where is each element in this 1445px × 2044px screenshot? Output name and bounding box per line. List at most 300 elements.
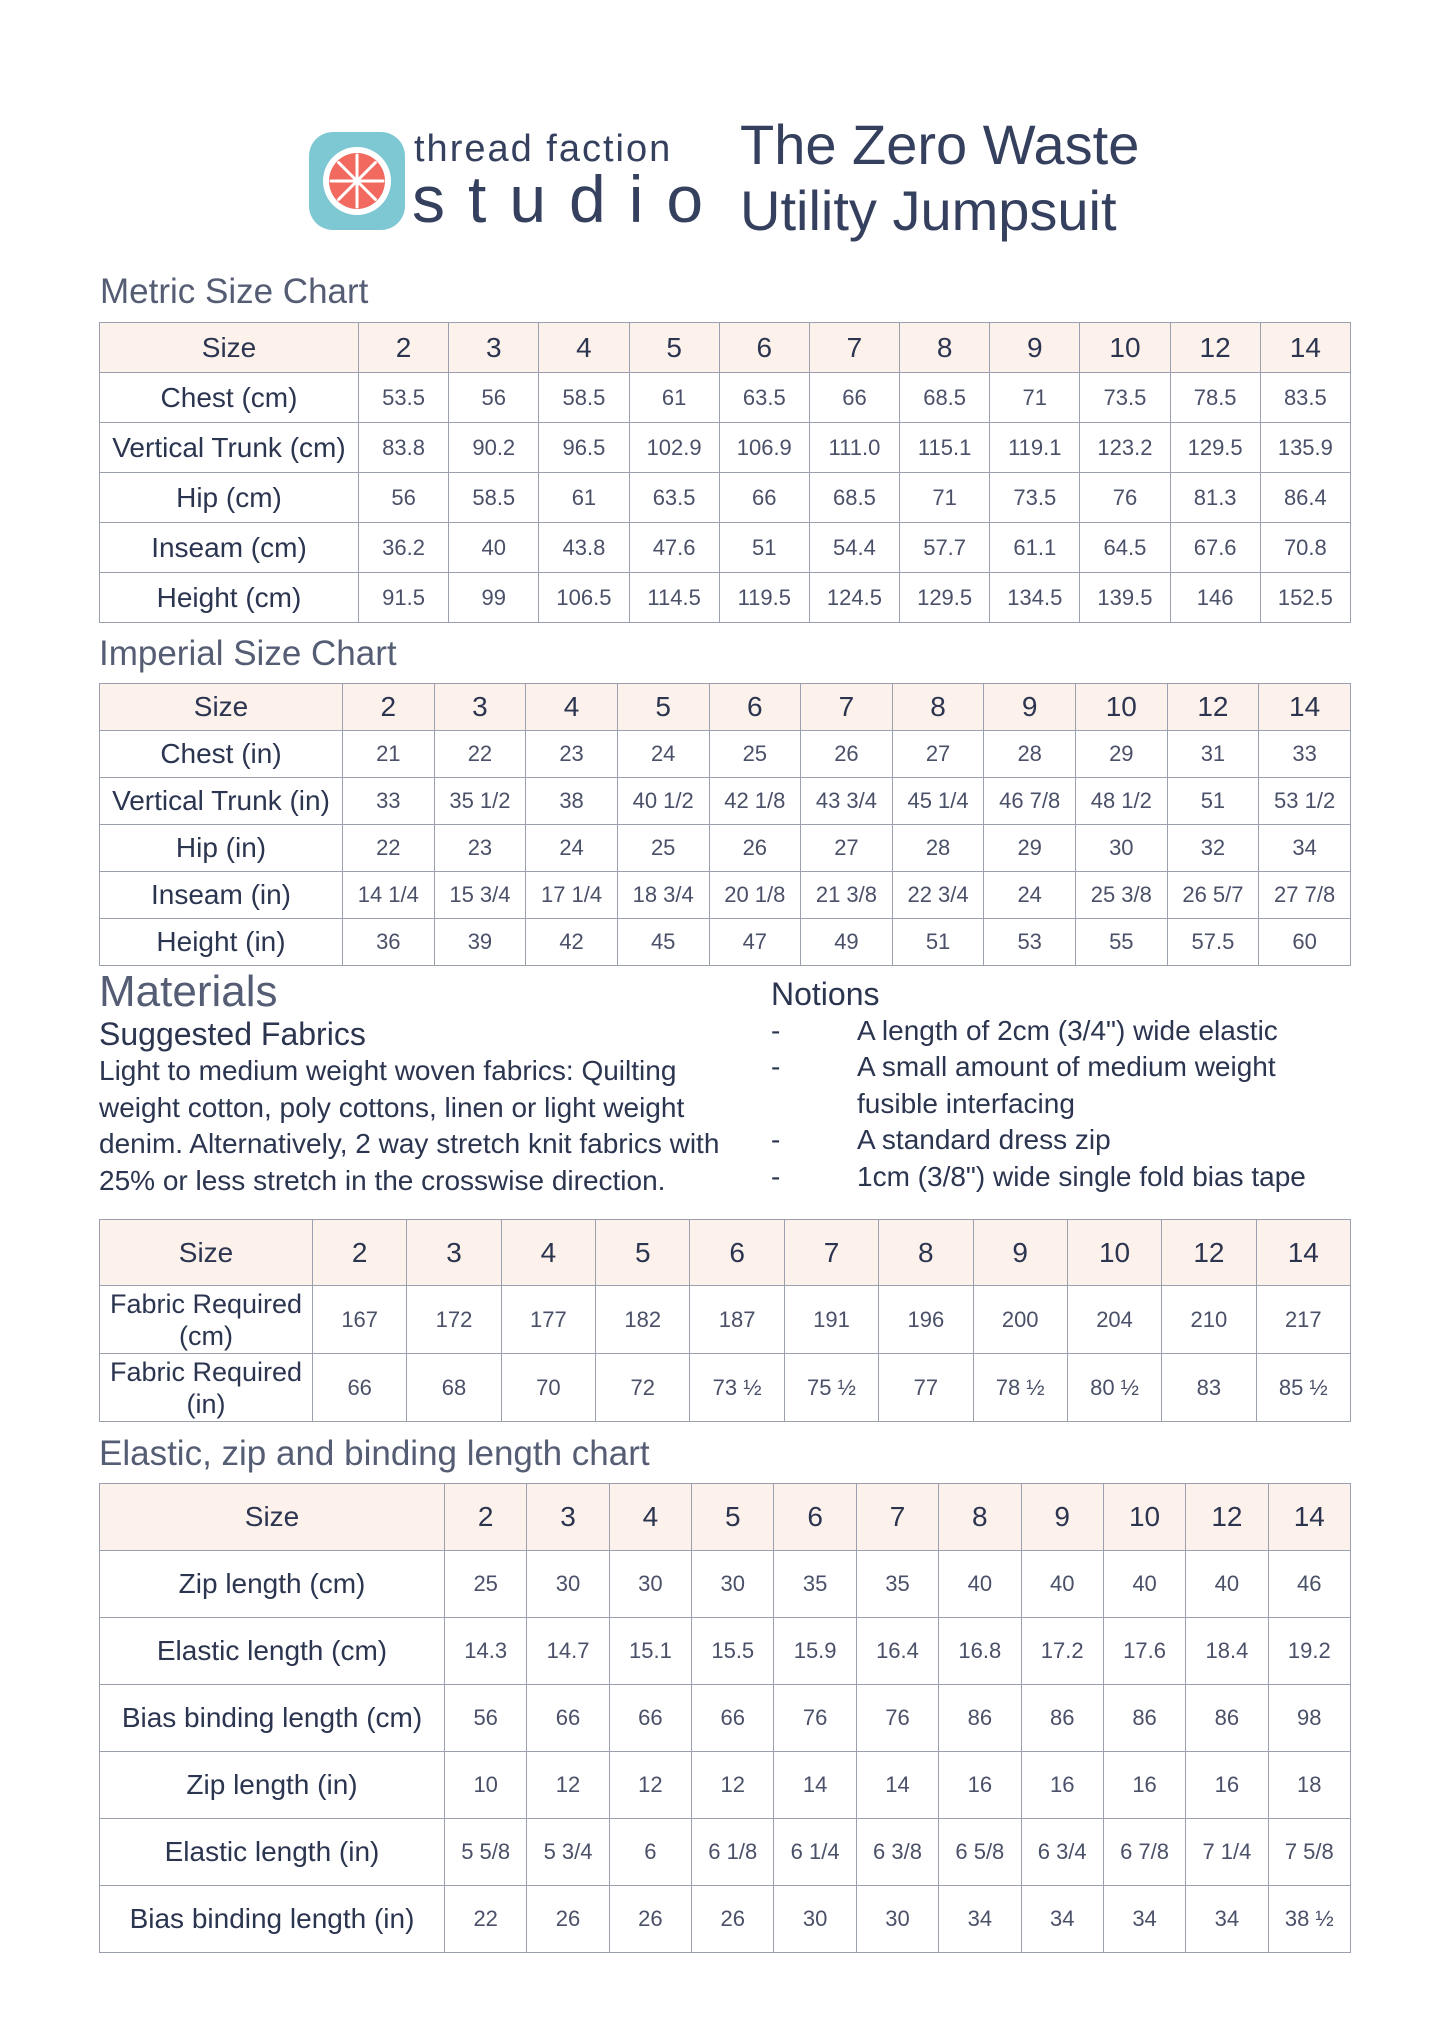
row-label: Vertical Trunk (in): [100, 778, 343, 825]
metric-chart-title: Metric Size Chart: [100, 272, 369, 311]
table-cell: 129.5: [900, 573, 990, 623]
size-column-header: 9: [990, 323, 1080, 373]
table-cell: 14.7: [527, 1618, 609, 1685]
size-column-header: 7: [801, 684, 893, 731]
notion-bullet: -: [771, 1161, 781, 1192]
table-cell: 68.5: [809, 473, 899, 523]
table-cell: 63.5: [719, 373, 809, 423]
metric-size-table: [99, 322, 1351, 623]
size-column-header: 5: [629, 323, 719, 373]
table-cell: 34: [1259, 825, 1351, 872]
row-label: Elastic length (in): [100, 1819, 445, 1886]
table-cell: 86: [1021, 1685, 1103, 1752]
table-cell: 53 1/2: [1259, 778, 1351, 825]
table-cell: 6 1/8: [692, 1819, 774, 1886]
table-row: [100, 778, 1351, 825]
table-cell: 40: [1186, 1551, 1268, 1618]
table-cell: 33: [1259, 731, 1351, 778]
table-cell: 210: [1162, 1286, 1256, 1354]
table-cell: 61: [629, 373, 719, 423]
size-column-header: 9: [973, 1220, 1067, 1286]
table-cell: 17.2: [1021, 1618, 1103, 1685]
table-cell: 22: [434, 731, 526, 778]
table-cell: 70: [501, 1354, 595, 1422]
table-cell: 119.1: [990, 423, 1080, 473]
size-column-header: 3: [527, 1484, 609, 1551]
table-cell: 27: [892, 731, 984, 778]
table-cell: 28: [984, 731, 1076, 778]
table-cell: 6 5/8: [939, 1819, 1021, 1886]
table-cell: 57.5: [1167, 919, 1259, 966]
table-cell: 111.0: [809, 423, 899, 473]
table-cell: 34: [939, 1886, 1021, 1953]
table-cell: 114.5: [629, 573, 719, 623]
size-column-header: 8: [939, 1484, 1021, 1551]
table-cell: 66: [692, 1685, 774, 1752]
table-cell: 6 1/4: [774, 1819, 856, 1886]
table-row: [100, 872, 1351, 919]
table-cell: 6 3/4: [1021, 1819, 1103, 1886]
table-cell: 42: [526, 919, 618, 966]
table-row: [100, 1618, 1351, 1685]
table-cell: 115.1: [900, 423, 990, 473]
table-cell: 5 3/4: [527, 1819, 609, 1886]
table-cell: 16.4: [856, 1618, 938, 1685]
elastic-zip-binding-table: [99, 1483, 1351, 1953]
size-column-header: 5: [692, 1484, 774, 1551]
size-column-header: 7: [809, 323, 899, 373]
table-cell: 39: [434, 919, 526, 966]
fabric-requirement-table: [99, 1219, 1351, 1422]
table-cell: 152.5: [1260, 573, 1350, 623]
table-cell: 21: [343, 731, 435, 778]
table-cell: 76: [1080, 473, 1170, 523]
size-header-cell: Size: [100, 323, 359, 373]
table-cell: 73 ½: [690, 1354, 784, 1422]
table-cell: 16.8: [939, 1618, 1021, 1685]
row-label: Fabric Required (cm): [100, 1286, 313, 1354]
table-cell: 68: [407, 1354, 501, 1422]
table-cell: 46 7/8: [984, 778, 1076, 825]
table-cell: 129.5: [1170, 423, 1260, 473]
row-label: Fabric Required (in): [100, 1354, 313, 1422]
elastic-chart-title: Elastic, zip and binding length chart: [99, 1434, 650, 1473]
table-cell: 22 3/4: [892, 872, 984, 919]
table-row: [100, 1752, 1351, 1819]
notion-item: [771, 1049, 1351, 1122]
table-cell: 54.4: [809, 523, 899, 573]
table-cell: 85 ½: [1256, 1354, 1350, 1422]
table-cell: 25 3/8: [1076, 872, 1168, 919]
table-cell: 22: [445, 1886, 527, 1953]
table-cell: 77: [879, 1354, 973, 1422]
table-cell: 53: [984, 919, 1076, 966]
table-cell: 16: [1186, 1752, 1268, 1819]
table-cell: 86: [1103, 1685, 1185, 1752]
table-cell: 23: [526, 731, 618, 778]
table-cell: 106.5: [539, 573, 629, 623]
row-label: Elastic length (cm): [100, 1618, 445, 1685]
table-cell: 66: [527, 1685, 609, 1752]
table-cell: 177: [501, 1286, 595, 1354]
table-cell: 26 5/7: [1167, 872, 1259, 919]
table-cell: 25: [617, 825, 709, 872]
table-cell: 6 3/8: [856, 1819, 938, 1886]
size-column-header: 10: [1067, 1220, 1161, 1286]
table-row: [100, 1286, 1351, 1354]
row-label: Height (in): [100, 919, 343, 966]
size-column-header: 10: [1076, 684, 1168, 731]
table-cell: 18: [1268, 1752, 1350, 1819]
table-cell: 35 1/2: [434, 778, 526, 825]
table-row: [100, 1819, 1351, 1886]
size-column-header: 4: [501, 1220, 595, 1286]
size-column-header: 7: [856, 1484, 938, 1551]
table-cell: 24: [984, 872, 1076, 919]
table-row: [100, 573, 1351, 623]
table-cell: 58.5: [449, 473, 539, 523]
table-cell: 102.9: [629, 423, 719, 473]
table-cell: 124.5: [809, 573, 899, 623]
table-cell: 40: [939, 1551, 1021, 1618]
table-cell: 217: [1256, 1286, 1350, 1354]
table-cell: 5 5/8: [445, 1819, 527, 1886]
size-column-header: 12: [1186, 1484, 1268, 1551]
size-column-header: 6: [774, 1484, 856, 1551]
size-column-header: 7: [784, 1220, 878, 1286]
table-cell: 16: [1021, 1752, 1103, 1819]
table-cell: 22: [343, 825, 435, 872]
table-cell: 30: [692, 1551, 774, 1618]
table-cell: 30: [774, 1886, 856, 1953]
table-cell: 42 1/8: [709, 778, 801, 825]
table-cell: 12: [692, 1752, 774, 1819]
size-column-header: 9: [1021, 1484, 1103, 1551]
materials-heading: Materials: [99, 967, 278, 1016]
table-cell: 16: [1103, 1752, 1185, 1819]
table-cell: 106.9: [719, 423, 809, 473]
row-label: Height (cm): [100, 573, 359, 623]
table-cell: 31: [1167, 731, 1259, 778]
table-cell: 49: [801, 919, 893, 966]
size-column-header: 8: [900, 323, 990, 373]
table-cell: 83.8: [359, 423, 449, 473]
size-column-header: 14: [1259, 684, 1351, 731]
table-cell: 73.5: [1080, 373, 1170, 423]
table-cell: 15.5: [692, 1618, 774, 1685]
notion-bullet: -: [771, 1124, 781, 1155]
table-cell: 36: [343, 919, 435, 966]
table-cell: 45: [617, 919, 709, 966]
table-cell: 46: [1268, 1551, 1350, 1618]
table-cell: 15.1: [609, 1618, 691, 1685]
size-column-header: 4: [609, 1484, 691, 1551]
table-cell: 7 5/8: [1268, 1819, 1350, 1886]
size-column-header: 12: [1170, 323, 1260, 373]
table-cell: 86.4: [1260, 473, 1350, 523]
table-cell: 10: [445, 1752, 527, 1819]
table-row: [100, 373, 1351, 423]
table-cell: 63.5: [629, 473, 719, 523]
size-column-header: 10: [1103, 1484, 1185, 1551]
table-cell: 40: [1021, 1551, 1103, 1618]
size-column-header: 2: [445, 1484, 527, 1551]
table-cell: 119.5: [719, 573, 809, 623]
size-column-header: 2: [313, 1220, 407, 1286]
table-cell: 6 7/8: [1103, 1819, 1185, 1886]
row-label: Bias binding length (in): [100, 1886, 445, 1953]
size-column-header: 4: [539, 323, 629, 373]
table-cell: 78 ½: [973, 1354, 1067, 1422]
table-cell: 68.5: [900, 373, 990, 423]
table-cell: 32: [1167, 825, 1259, 872]
table-cell: 35: [774, 1551, 856, 1618]
table-cell: 40 1/2: [617, 778, 709, 825]
table-cell: 26: [609, 1886, 691, 1953]
table-cell: 29: [984, 825, 1076, 872]
table-cell: 16: [939, 1752, 1021, 1819]
size-header-cell: Size: [100, 1484, 445, 1551]
table-cell: 18 3/4: [617, 872, 709, 919]
size-column-header: 3: [434, 684, 526, 731]
table-cell: 30: [609, 1551, 691, 1618]
table-cell: 70.8: [1260, 523, 1350, 573]
table-cell: 51: [892, 919, 984, 966]
table-cell: 196: [879, 1286, 973, 1354]
size-column-header: 8: [879, 1220, 973, 1286]
table-cell: 23: [434, 825, 526, 872]
table-cell: 24: [526, 825, 618, 872]
table-cell: 38 ½: [1268, 1886, 1350, 1953]
table-cell: 14: [856, 1752, 938, 1819]
table-cell: 30: [856, 1886, 938, 1953]
table-cell: 19.2: [1268, 1618, 1350, 1685]
table-cell: 96.5: [539, 423, 629, 473]
pattern-title: [740, 112, 1139, 244]
table-cell: 83.5: [1260, 373, 1350, 423]
table-cell: 61: [539, 473, 629, 523]
table-cell: 123.2: [1080, 423, 1170, 473]
table-cell: 58.5: [539, 373, 629, 423]
table-cell: 73.5: [990, 473, 1080, 523]
table-row: [100, 919, 1351, 966]
table-cell: 14: [774, 1752, 856, 1819]
table-cell: 86: [939, 1685, 1021, 1752]
table-cell: 64.5: [1080, 523, 1170, 573]
table-cell: 134.5: [990, 573, 1080, 623]
table-cell: 25: [445, 1551, 527, 1618]
table-cell: 56: [449, 373, 539, 423]
size-column-header: 12: [1162, 1220, 1256, 1286]
table-row: [100, 825, 1351, 872]
table-cell: 38: [526, 778, 618, 825]
table-cell: 76: [774, 1685, 856, 1752]
table-cell: 66: [809, 373, 899, 423]
pattern-title-line2: Utility Jumpsuit: [740, 179, 1117, 242]
size-column-header: 12: [1167, 684, 1259, 731]
table-cell: 182: [596, 1286, 690, 1354]
table-cell: 66: [313, 1354, 407, 1422]
table-cell: 86: [1186, 1685, 1268, 1752]
table-cell: 60: [1259, 919, 1351, 966]
table-cell: 40: [449, 523, 539, 573]
table-cell: 27: [801, 825, 893, 872]
table-cell: 51: [719, 523, 809, 573]
table-cell: 76: [856, 1685, 938, 1752]
table-row: [100, 1886, 1351, 1953]
suggested-fabrics-heading: Suggested Fabrics: [99, 1016, 366, 1052]
table-row: [100, 1354, 1351, 1422]
table-cell: 48 1/2: [1076, 778, 1168, 825]
table-cell: 15 3/4: [434, 872, 526, 919]
table-cell: 71: [900, 473, 990, 523]
table-cell: 172: [407, 1286, 501, 1354]
table-cell: 34: [1186, 1886, 1268, 1953]
imperial-chart-title: Imperial Size Chart: [99, 634, 397, 673]
size-column-header: 3: [449, 323, 539, 373]
table-cell: 6: [609, 1819, 691, 1886]
table-cell: 12: [609, 1752, 691, 1819]
table-cell: 43.8: [539, 523, 629, 573]
table-cell: 43 3/4: [801, 778, 893, 825]
table-cell: 17.6: [1103, 1618, 1185, 1685]
header-row: [100, 1484, 1351, 1551]
logo-wordmark-bottom: studio: [412, 162, 727, 236]
table-cell: 12: [527, 1752, 609, 1819]
table-cell: 204: [1067, 1286, 1161, 1354]
size-column-header: 6: [709, 684, 801, 731]
size-header-cell: Size: [100, 1220, 313, 1286]
table-row: [100, 731, 1351, 778]
table-cell: 72: [596, 1354, 690, 1422]
notion-item: [771, 1122, 1351, 1159]
table-row: [100, 1551, 1351, 1618]
notion-bullet: -: [771, 1015, 781, 1046]
size-column-header: 4: [526, 684, 618, 731]
grapefruit-slice-icon: [309, 132, 405, 230]
table-cell: 146: [1170, 573, 1260, 623]
table-cell: 26: [527, 1886, 609, 1953]
table-cell: 15.9: [774, 1618, 856, 1685]
size-header-cell: Size: [100, 684, 343, 731]
table-cell: 34: [1103, 1886, 1185, 1953]
notion-item: [771, 1159, 1351, 1196]
table-cell: 20 1/8: [709, 872, 801, 919]
size-column-header: 14: [1256, 1220, 1350, 1286]
pattern-title-line1: The Zero Waste: [740, 113, 1140, 176]
size-column-header: 2: [359, 323, 449, 373]
table-cell: 25: [709, 731, 801, 778]
table-cell: 91.5: [359, 573, 449, 623]
size-column-header: 14: [1268, 1484, 1350, 1551]
notions-heading: Notions: [771, 976, 880, 1012]
notion-text: A length of 2cm (3/4") wide elastic: [857, 1015, 1278, 1046]
table-cell: 56: [359, 473, 449, 523]
table-cell: 80 ½: [1067, 1354, 1161, 1422]
table-cell: 47: [709, 919, 801, 966]
row-label: Vertical Trunk (cm): [100, 423, 359, 473]
table-cell: 61.1: [990, 523, 1080, 573]
table-cell: 53.5: [359, 373, 449, 423]
table-cell: 66: [609, 1685, 691, 1752]
row-label: Hip (cm): [100, 473, 359, 523]
row-label: Bias binding length (cm): [100, 1685, 445, 1752]
row-label: Inseam (in): [100, 872, 343, 919]
size-column-header: 6: [690, 1220, 784, 1286]
table-cell: 191: [784, 1286, 878, 1354]
table-cell: 78.5: [1170, 373, 1260, 423]
table-cell: 14 1/4: [343, 872, 435, 919]
table-cell: 200: [973, 1286, 1067, 1354]
notion-text: 1cm (3/8") wide single fold bias tape: [857, 1161, 1306, 1192]
table-row: [100, 523, 1351, 573]
notion-text: A standard dress zip: [857, 1124, 1111, 1155]
table-cell: 26: [709, 825, 801, 872]
table-cell: 34: [1021, 1886, 1103, 1953]
table-cell: 66: [719, 473, 809, 523]
table-cell: 26: [692, 1886, 774, 1953]
size-column-header: 14: [1260, 323, 1350, 373]
header-row: [100, 323, 1351, 373]
notion-text: A small amount of medium weight fusible interfacing: [857, 1051, 1276, 1119]
row-label: Inseam (cm): [100, 523, 359, 573]
table-cell: 56: [445, 1685, 527, 1752]
table-cell: 81.3: [1170, 473, 1260, 523]
size-column-header: 8: [892, 684, 984, 731]
size-column-header: 5: [617, 684, 709, 731]
row-label: Chest (cm): [100, 373, 359, 423]
table-cell: 40: [1103, 1551, 1185, 1618]
table-cell: 83: [1162, 1354, 1256, 1422]
table-cell: 28: [892, 825, 984, 872]
table-cell: 75 ½: [784, 1354, 878, 1422]
table-cell: 187: [690, 1286, 784, 1354]
imperial-size-table: [99, 683, 1351, 966]
size-column-header: 10: [1080, 323, 1170, 373]
row-label: Hip (in): [100, 825, 343, 872]
table-cell: 26: [801, 731, 893, 778]
size-column-header: 9: [984, 684, 1076, 731]
row-label: Zip length (cm): [100, 1551, 445, 1618]
table-cell: 90.2: [449, 423, 539, 473]
table-cell: 98: [1268, 1685, 1350, 1752]
table-cell: 71: [990, 373, 1080, 423]
table-cell: 17 1/4: [526, 872, 618, 919]
size-column-header: 6: [719, 323, 809, 373]
table-cell: 167: [313, 1286, 407, 1354]
table-cell: 7 1/4: [1186, 1819, 1268, 1886]
table-cell: 27 7/8: [1259, 872, 1351, 919]
table-cell: 21 3/8: [801, 872, 893, 919]
row-label: Chest (in): [100, 731, 343, 778]
table-cell: 45 1/4: [892, 778, 984, 825]
size-column-header: 3: [407, 1220, 501, 1286]
table-row: [100, 1685, 1351, 1752]
table-cell: 30: [1076, 825, 1168, 872]
row-label: Zip length (in): [100, 1752, 445, 1819]
table-row: [100, 423, 1351, 473]
table-cell: 135.9: [1260, 423, 1350, 473]
table-cell: 67.6: [1170, 523, 1260, 573]
notion-item: [771, 1013, 1351, 1050]
suggested-fabrics-description: Light to medium weight woven fabrics: Quilting weight cotton, poly cottons, linen or light weight denim. Alternatively, 2 way stretch knit fabrics with 25% or less stretch in the crosswise direction.: [99, 1055, 720, 1196]
table-cell: 35: [856, 1551, 938, 1618]
table-cell: 14.3: [445, 1618, 527, 1685]
header-row: [100, 1220, 1351, 1286]
table-cell: 30: [527, 1551, 609, 1618]
table-cell: 55: [1076, 919, 1168, 966]
table-cell: 51: [1167, 778, 1259, 825]
